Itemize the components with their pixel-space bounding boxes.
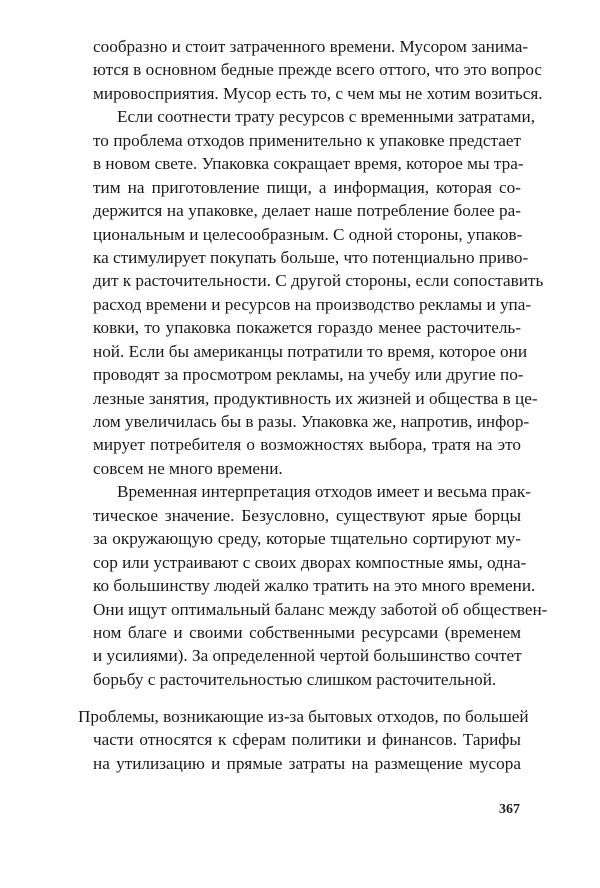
text-line: Временная интерпретация отходов имеет и весьма прак-: [117, 482, 531, 502]
text-line: борьбу с расточительностью слишком расточительной.: [93, 669, 497, 689]
main-text-block: [93, 35, 548, 691]
paragraph: [93, 480, 548, 691]
text-line: Если соотнести трату ресурсов с временными затратами,: [117, 107, 536, 127]
text-line: то проблема отходов применительно к упаковке предстает: [93, 130, 521, 150]
text-line: дит к расточительности. С другой стороны, если сопоставить: [93, 271, 544, 291]
text-line: ются в основном бедные прежде всего оттого, что это вопрос: [93, 60, 543, 80]
text-line: сообразно и стоит затраченного времени. Мусором занима-: [93, 37, 529, 56]
text-line: на утилизацию и прямые затраты на размещение мусора: [93, 753, 521, 773]
text-line: в новом свете. Упаковка сокращает время, которое мы тра-: [93, 154, 524, 174]
text-line: ко большинству людей жалко тратить на это много времени.: [93, 576, 536, 596]
text-line: расход времени и ресурсов на производство рекламы и упа-: [93, 294, 532, 314]
text-line: циональным и целесообразным. С одной стороны, упаков-: [93, 224, 523, 244]
text-line: мировосприятия. Мусор есть то, с чем мы не хотим возиться.: [93, 83, 543, 103]
text-line: Проблемы, возникающие из-за бытовых отходов, по большей: [78, 707, 529, 726]
text-line: мирует потребителя о возможностях выбора, тратя на это: [93, 435, 521, 455]
text-line: лезные занятия, продуктивность их жизней и общества в це-: [93, 388, 538, 408]
page-number: 367: [499, 802, 520, 817]
tail-paragraph: [78, 705, 529, 775]
text-line: ной. Если бы американцы потратили то время, которое они: [93, 341, 528, 361]
paragraph: [93, 105, 544, 480]
text-line: ка стимулирует покупать больше, что потенциально приво-: [93, 247, 529, 267]
text-line: и усилиями). За определенной чертой большинство сочтет: [93, 646, 522, 666]
text-line: тим на приготовление пищи, а информация, которая со-: [93, 177, 521, 197]
text-line: Они ищут оптимальный баланс между заботой об обществен-: [93, 599, 548, 619]
text-line: держится на упаковке, делает наше потребление более ра-: [93, 201, 521, 221]
text-line: за окружающую среду, которые тщательно сортируют му-: [93, 529, 521, 549]
text-line: проводят за просмотром рекламы, на учебу или другие по-: [93, 365, 524, 385]
text-line: ном благе и своими собственными ресурсами (временем: [93, 622, 521, 642]
paragraph: [93, 35, 543, 105]
text-line: ковки, то упаковка покажется гораздо менее расточитель-: [93, 318, 521, 338]
text-line: сор или устраивают с своих дворах компостные ямы, одна-: [93, 552, 527, 572]
text-line: части относятся к сферам политики и финансов. Тарифы: [93, 730, 521, 750]
text-line: тическое значение. Безусловно, существуют ярые борцы: [93, 505, 521, 525]
text-line: лом увеличилась бы в разы. Упаковка же, напротив, инфор-: [93, 412, 530, 431]
text-line: совсем не много времени.: [93, 458, 283, 478]
